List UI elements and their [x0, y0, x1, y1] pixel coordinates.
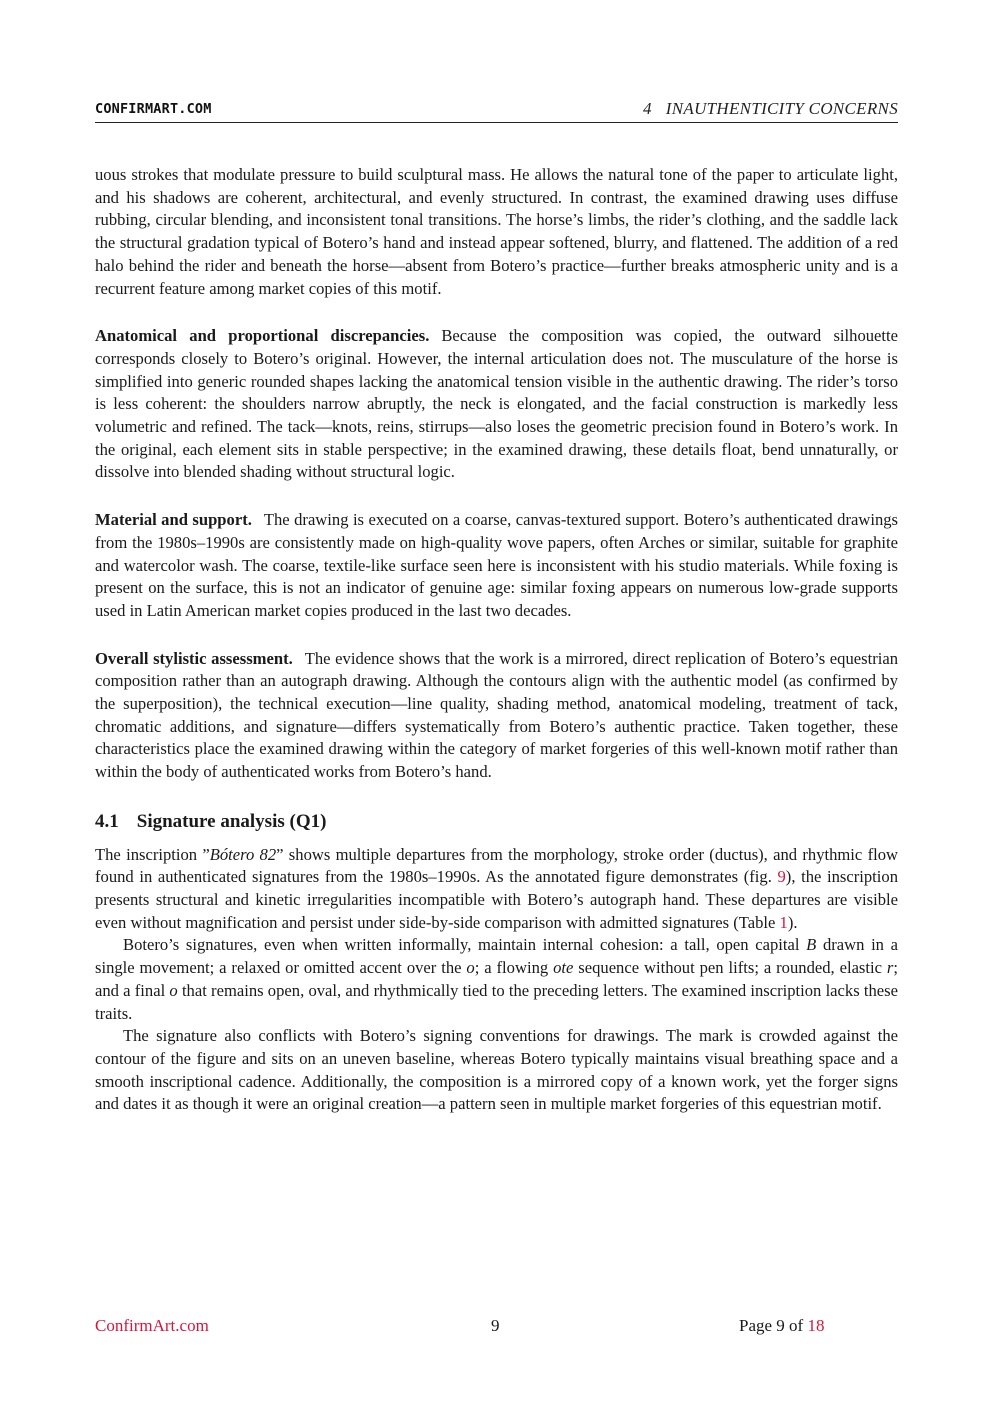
subsection-number: 4.1 [95, 810, 119, 832]
document-page [95, 0, 898, 1404]
paragraph-shading: uous strokes that modulate pressure to build sculptural mass. He allows the natural tone of the paper to articulate light, and his shadows are coherent, architectural, and evenly structured. In contrast, the examined drawing uses diffuse rubbing, circular blending, and inconsistent tonal transitions. The horse’s limbs, the rider’s clothing, and the saddle lack the structural gradation typical of Botero’s hand and instead appear softened, blurry, and flattened. The addition of a red halo behind the rider and beneath the horse—absent from Botero’s practice—further breaks atmospheric unity and is a recurrent feature among market copies of this motif. [95, 165, 898, 298]
running-section-label: INAUTHENTICITY CONCERNS [665, 99, 898, 118]
subsection-title: Signature analysis (Q1) [136, 810, 327, 832]
paragraph-assessment-text: The evidence shows that the work is a mirrored, direct replication of Botero’s equestrian composition rather than an autograph drawing. Although the contours align with the authentic model (as confirmed by the superposition), the technical execution—line quality, shading method, anatomical modeling, treatment of tack, chromatic additions, and signature—differs systematically from Botero’s authentic practice. Taken together, these characteristics place the examined drawing within the category of market forgeries of this well-known motif rather than within the body of authenticated works from Botero’s hand. [95, 648, 898, 782]
table-reference-link[interactable]: 1 [779, 912, 788, 932]
confirmart-logo: CONFIRMART.COM [95, 101, 212, 117]
subsection-heading [95, 811, 898, 834]
inscription-text: Bótero 82 [209, 844, 277, 864]
running-header [95, 98, 898, 123]
paragraph-material-text: The drawing is executed on a coarse, canvas-textured support. Botero’s authenticated drawings from the 1980s–1990s are consistently made on high-quality wove papers, often Arches or similar, suitable for graphite and watercolor wash. The coarse, textile-like surface seen here is inconsistent with his studio materials. While foxing is present on the surface, this is not an indicator of genuine age: similar foxing appears on numerous low-grade supports used in Latin American market copies produced in the last two decades. [95, 510, 898, 620]
running-section-number: 4 [642, 99, 652, 118]
footer-total-pages-link[interactable]: 18 [807, 1316, 825, 1335]
paragraph-signature-cohesion: Botero’s signatures, even when written informally, maintain internal cohesion: a tall, open capital B drawn in a single movement; a relaxed or omitted accent over the o; a flowing ote sequence without pen lifts; a rounded, elastic r; and a final o that remains open, oval, and rhythmically tied to the preceding letters. The examined inscription lacks these traits. [95, 935, 898, 1023]
page-footer [95, 1316, 898, 1338]
runin-heading-anatomy: Anatomical and proportional discrepancies. [95, 326, 430, 346]
paragraph-anatomy-text: Because the composition was copied, the outward silhouette corresponds closely to Botero’s original. However, the internal articulation does not. The musculature of the horse is simplified into generic rounded shapes lacking the anatomical tension visible in the authentic drawing. The rider’s torso is less coherent: the shoulders narrow abruptly, the neck is elongated, and the facial construction is markedly less volumetric and refined. The tack—knots, reins, stirrups—also loses the geometric precision found in Botero’s work. In the original, each element sits in stable perspective; in the examined drawing, these details float, bend unnaturally, or dissolve into blended shading without structural logic. [95, 326, 898, 482]
paragraph-anatomy [95, 325, 898, 484]
footer-page-number: 9 [491, 1316, 500, 1335]
figure-reference-link[interactable]: 9 [777, 867, 786, 887]
paragraph-assessment [95, 648, 898, 784]
paragraph-signature-conventions: The signature also conflicts with Botero’s signing conventions for drawings. The mark is crowded against the contour of the figure and sits on an uneven baseline, whereas Botero typically maintains visual breathing space and a smooth inscriptional cadence. Additionally, the composition is a mirrored copy of a known work, yet the forger signs and dates it as though it were an original creation—a pattern seen in multiple market forgeries of this equestrian motif. [95, 1026, 898, 1114]
runin-heading-assessment: Overall stylistic assessment. [95, 648, 293, 668]
footer-page-count: Page 9 of 18 [739, 1316, 825, 1335]
body-text [95, 164, 898, 1116]
runin-heading-material: Material and support. [95, 510, 252, 530]
footer-site-link[interactable]: ConfirmArt.com [95, 1316, 209, 1335]
paragraph-signature-intro: The inscription ”Bótero 82” shows multiple departures from the morphology, stroke order (ductus), and rhythmic flow found in authenticated signatures from the 1980s–1990s. As the annotated figure demonstrates (fig. 9), the inscription presents structural and kinetic irregularities incompatible with Botero’s autograph hand. These departures are visible even without magnification and persist under side-by-side comparison with admitted signatures (Table 1). [95, 844, 898, 932]
paragraph-material [95, 509, 898, 623]
running-section-title [643, 99, 898, 119]
